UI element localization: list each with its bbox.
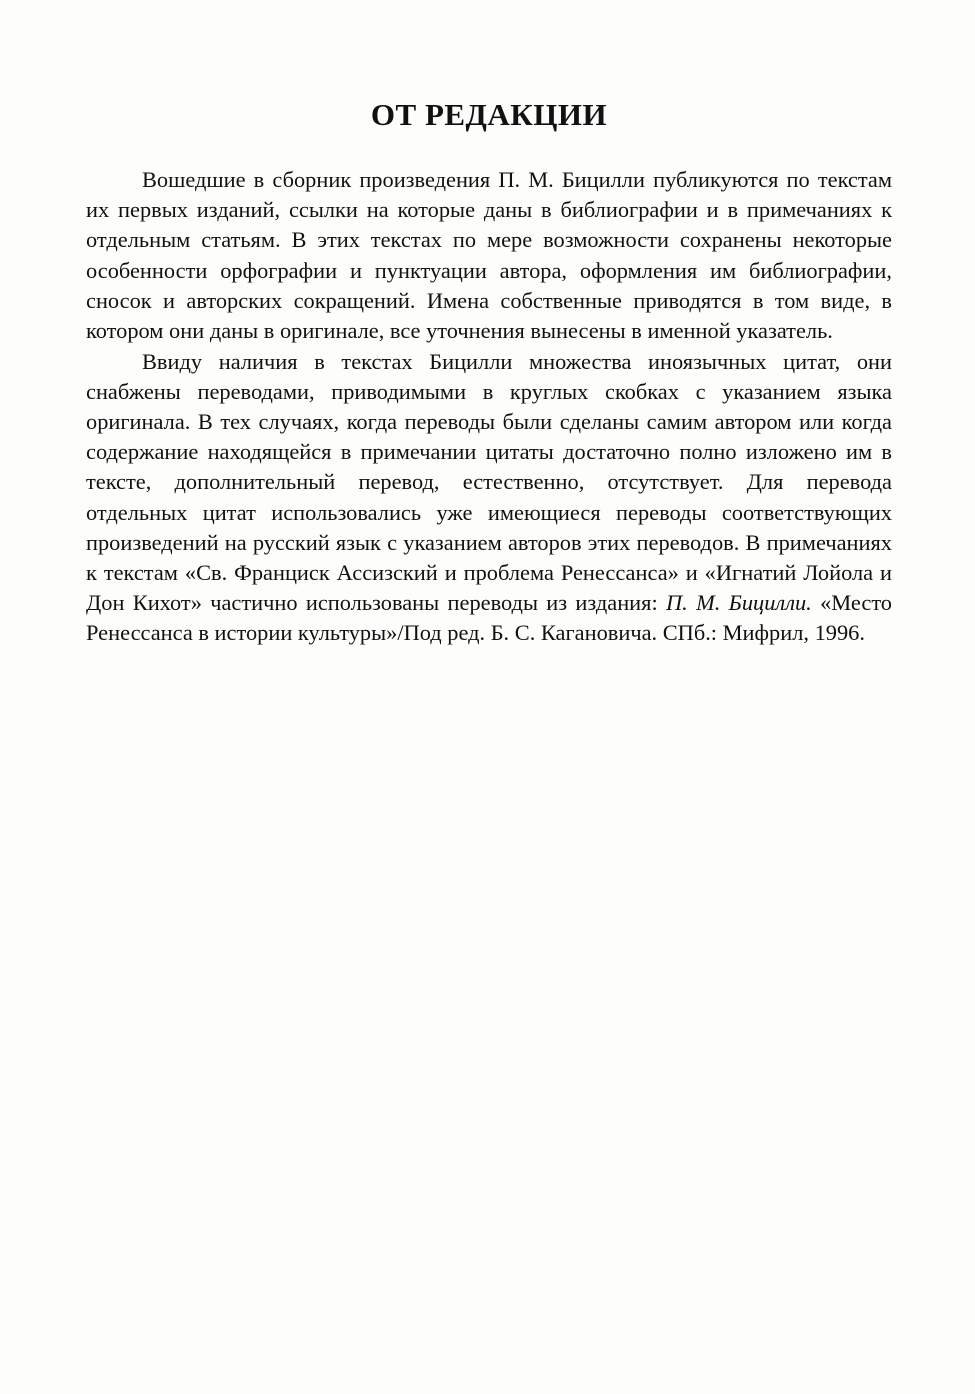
paragraph-translations-part2: «Место Ренессанса в истории культуры»/Под ред. Б. С. Кагановича. СПб.: Мифрил, 1996. bbox=[86, 589, 893, 646]
page-title: ОТ РЕДАКЦИИ bbox=[370, 97, 608, 132]
page-content bbox=[86, 96, 892, 648]
paragraph-translations-part1: Ввиду наличия в текстах Бицилли множества иноязычных цитат, они снабжены переводами, приводимыми в круглых скобках с указанием языка оригинала. В тех случаях, когда переводы были сделаны самим автором или когда содержание находящейся в примечании цитаты достаточно полно изложено им в тексте, дополнительный перевод, естественно, отсутствует. Для перевода отдельных цитат использовались уже имеющиеся переводы соответствующих произведений на русский язык с указанием авторов этих переводов. В примечаниях к текстам «Св. Франциск Ассизский и проблема Ренессанса» и «Игнатий Лойола и Дон Кихот» частично использованы переводы из издания: bbox=[86, 348, 892, 615]
paragraph-translations-citation-author: П. М. Бицилли. bbox=[666, 589, 812, 615]
paragraph-editorial-sources: Вошедшие в сборник произведения П. М. Бицилли публикуются по текстам их первых изданий, ссылки на которые даны в библиографии и в примечаниях к отдельным статьям. В этих текстах по мере возможности сохранены некоторые особенности орфографии и пунктуации автора, оформления им библиографии, сносок и авторских сокращений. Имена собственные приводятся в том виде, в котором они даны в оригинале, все уточнения вынесены в именной указатель. bbox=[86, 167, 892, 343]
paragraph-translations bbox=[86, 347, 892, 648]
